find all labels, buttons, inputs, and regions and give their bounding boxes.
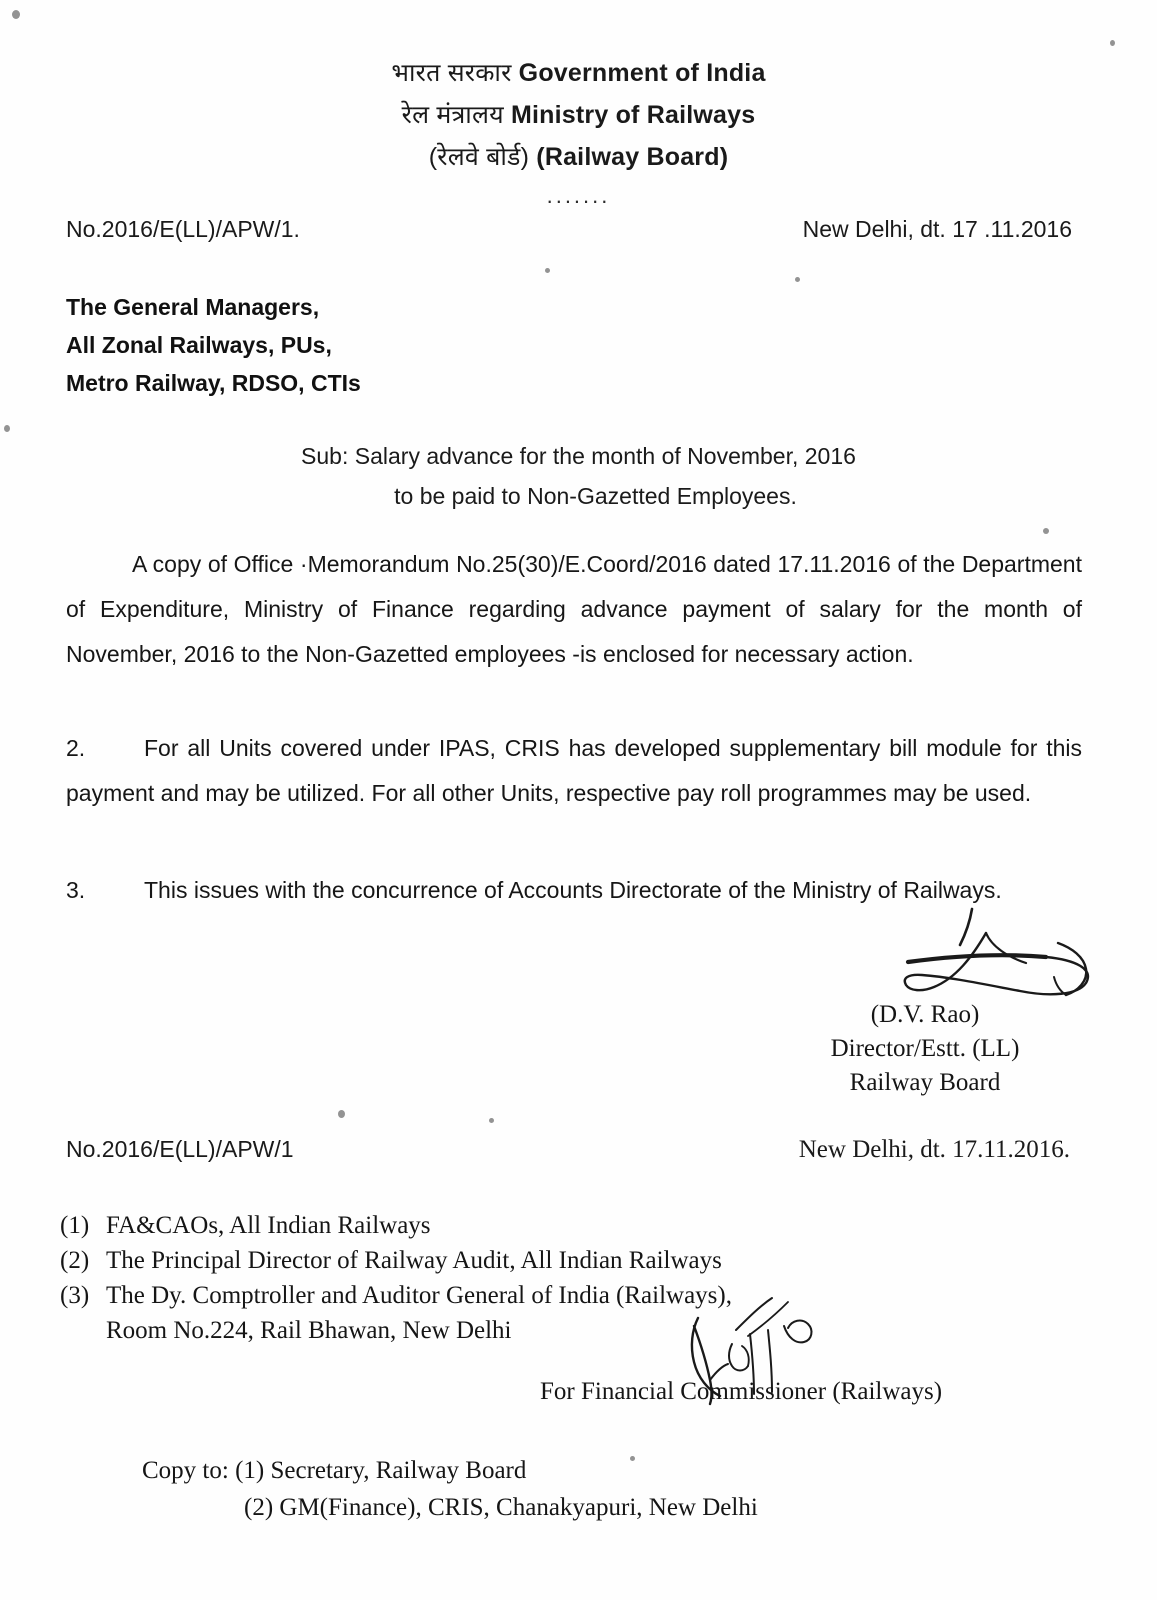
paragraph-1: A copy of Office ·Memorandum No.25(30)/E.Coord/2016 dated 17.11.2016 of the Department of Expenditure, Ministry of Finance regarding advance payment of salary for the month of November, 2016 to the Non-Gazetted employees -is enclosed for necessary action. — [66, 551, 1082, 667]
list-item-marker: (2) — [60, 1247, 90, 1274]
letterhead-separator-dots: ....... — [546, 183, 611, 208]
list-item — [60, 1278, 732, 1313]
scan-speck — [4, 425, 10, 432]
handwritten-signature-dv-rao — [900, 905, 1130, 1010]
list-item — [60, 1243, 732, 1278]
letterhead-line-board — [0, 136, 1157, 178]
list-item-text: The Dy. Comptroller and Auditor General of India (Railways), — [106, 1282, 732, 1309]
addressee-line-2: All Zonal Railways, PUs, — [66, 332, 332, 358]
letterhead-line1-devanagari: भारत सरकार — [391, 59, 519, 87]
scan-speck — [545, 268, 550, 273]
addressee-block — [66, 288, 361, 402]
reference-number-bottom: No.2016/E(LL)/APW/1 — [66, 1136, 294, 1162]
list-item-marker: (1) — [60, 1212, 90, 1239]
addressee-line-1: The General Managers, — [66, 294, 320, 320]
reference-number-top: No.2016/E(LL)/APW/1. — [66, 216, 300, 242]
list-item-marker: (3) — [60, 1282, 90, 1309]
paragraph-3-number: 3. — [66, 877, 86, 903]
subject-line-1: Sub: Salary advance for the month of November, 2016 — [301, 443, 856, 469]
letterhead-line1-english: Government of India — [518, 59, 766, 87]
letterhead-line-ministry — [0, 94, 1157, 136]
letterhead-line2-devanagari: रेल मंत्रालय — [401, 101, 511, 129]
reference-row-bottom — [66, 1136, 1078, 1164]
signature-block — [760, 998, 1090, 1100]
reference-row-top — [66, 216, 1078, 243]
copy-to-line-1: Copy to: (1) Secretary, Railway Board — [142, 1457, 527, 1484]
paragraph-3-text: This issues with the concurrence of Accounts Directorate of the Ministry of Railways. — [144, 877, 1002, 903]
scan-speck — [1043, 528, 1049, 534]
signatory-name: (D.V. Rao) — [870, 1001, 980, 1028]
signatory-designation: Director/Estt. (LL) — [830, 1035, 1020, 1062]
subject-block — [0, 436, 1157, 516]
distribution-list — [60, 1208, 732, 1348]
list-item-continuation: Room No.224, Rail Bhawan, New Delhi — [106, 1317, 512, 1344]
signatory-organisation: Railway Board — [849, 1069, 1001, 1096]
authority-line: For Financial Commissioner (Railways) — [540, 1378, 943, 1405]
copy-to-block — [142, 1452, 758, 1526]
paragraph-2-number: 2. — [66, 735, 86, 761]
scan-speck — [795, 277, 800, 282]
copy-to-line-2: (2) GM(Finance), CRIS, Chanakyapuri, New Delhi — [244, 1494, 758, 1521]
subject-line-2: to be paid to Non-Gazetted Employees. — [394, 483, 797, 509]
letterhead-line3-english: (Railway Board) — [536, 143, 729, 171]
letterhead-line-government — [0, 52, 1157, 94]
scan-speck — [489, 1118, 494, 1123]
paragraph-2-text: For all Units covered under IPAS, CRIS has developed supplementary bill module for this payment and may be utilized. For all other Units, respective pay roll programmes may be used. — [66, 735, 1082, 806]
place-and-date-bottom: New Delhi, dt. 17.11.2016. — [798, 1136, 1070, 1163]
letterhead-line3-devanagari: (रेलवे बोर्ड) — [428, 143, 537, 171]
paragraph-2 — [66, 726, 1082, 816]
scan-speck — [1110, 40, 1115, 46]
scan-speck — [338, 1110, 345, 1118]
list-item-text: The Principal Director of Railway Audit, All Indian Railways — [106, 1247, 722, 1274]
scan-speck — [12, 10, 20, 19]
list-item-text: FA&CAOs, All Indian Railways — [106, 1212, 431, 1239]
letterhead — [0, 52, 1157, 210]
letterhead-line2-english: Ministry of Railways — [510, 101, 756, 129]
list-item — [60, 1208, 732, 1243]
addressee-line-3: Metro Railway, RDSO, CTIs — [66, 370, 361, 396]
place-and-date-top: New Delhi, dt. 17 .11.2016 — [802, 216, 1072, 242]
